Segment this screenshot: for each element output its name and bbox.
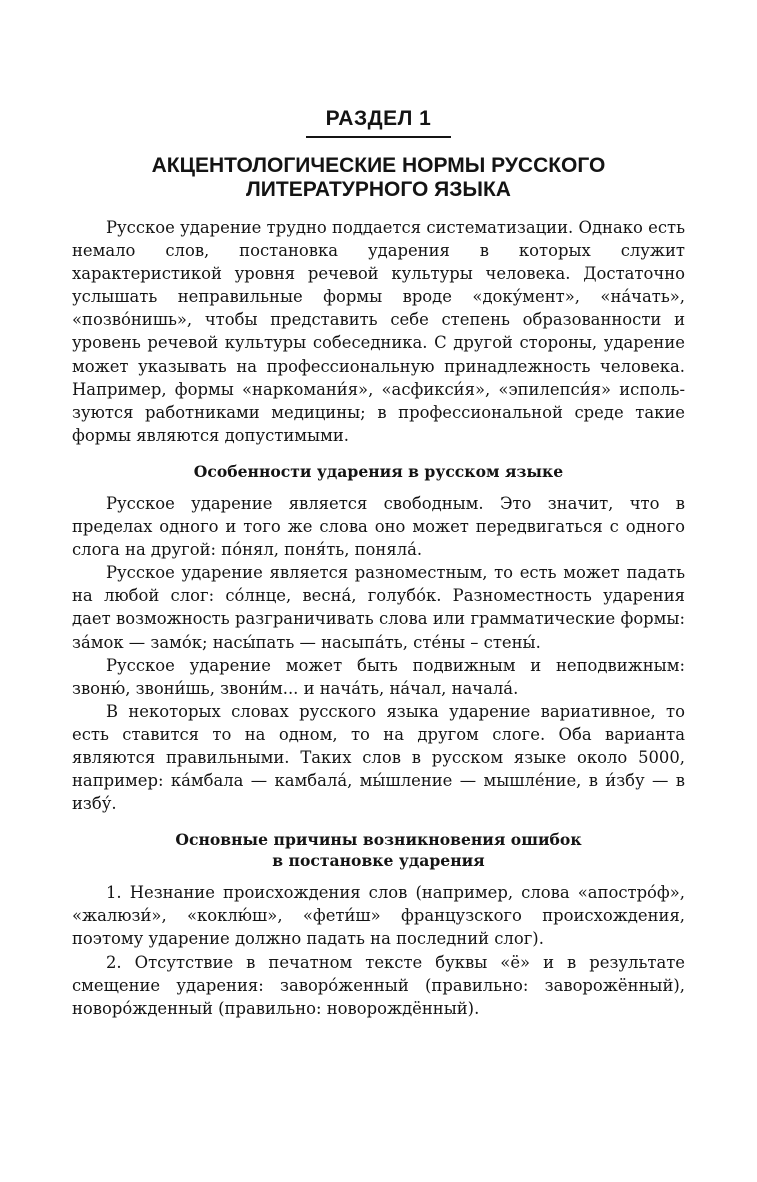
chapter-title	[72, 154, 685, 202]
chapter-title-line-2: ЛИТЕРАТУРНОГО ЯЗЫКА	[246, 178, 511, 201]
features-paragraph-2: Русское ударение является разноместным, то есть может падать на любой слог: со́лнце, весна́, голубо́к. Разноместность ударения дает возможность разграничивать слова или грамматические формы: за́мок — замо́к; насы́пать — насыпа́ть, сте́ны – стены́.	[72, 563, 685, 652]
features-heading: Особенности ударения в русском языке	[193, 461, 564, 481]
intro-paragraph: Русское ударение трудно поддается систематизации. Однако есть немало слов, постановка ударения в которых служит характеристикой уровня речевой культуры человека. Достаточно услышать неправильные формы вроде «доку́мент», «на́чать», «позво́нишь», чтобы представить себе степень образованности и уровень речевой культуры собеседника. С другой стороны, ударение может указывать на профессиональную принадлежность человека. Например, формы «наркомани́я», «асфикси́я», «эпилепси́я» используются работниками медицины; в профессиональной среде такие формы являются допустимыми.	[72, 218, 685, 445]
features-paragraph-3: Русское ударение может быть подвижным и неподвижным: звоню́, звони́шь, звони́м... и нача́ть, на́чал, начала́.	[72, 655, 685, 698]
features-paragraph-1: Русское ударение является свободным. Это значит, что в пределах одного и того же слова оно может передвигаться с одного слога на другой: по́нял, поня́ть, поняла́.	[72, 493, 685, 560]
causes-heading	[72, 829, 685, 871]
causes-paragraph-2: 2. Отсутствие в печатном тексте буквы «ё» и в результате смещение ударения: заворо́женный (правильно: заворожённый), новоро́жденный (правильно: новорождённый).	[72, 952, 685, 1018]
section-header	[72, 104, 685, 138]
page	[72, 104, 685, 1020]
features-paragraph-4: В некоторых словах русского языка ударение вариативное, то есть ставится то на одном, то на другом слоге. Оба варианта являются правильными. Таких слов в русском языке около 5000, например: ка́мбала — камбала́, мы́шление — мышле́ние, в и́збу — в избу́.	[72, 701, 685, 814]
chapter-title-line-1: АКЦЕНТОЛОГИЧЕСКИЕ НОРМЫ РУССКОГО	[151, 154, 606, 177]
causes-heading-line-1: Основные причины возникновения ошибок	[175, 830, 582, 850]
section-label: РАЗДЕЛ 1	[306, 104, 452, 138]
causes-paragraph-1: 1. Незнание происхождения слов (например, слова «апостро́ф», «жалюзи́», «коклю́ш», «фети́ш» французского происхождения, поэтому ударение должно падать на последний слог).	[72, 883, 685, 949]
causes-heading-line-2: в постановке ударения	[272, 851, 485, 871]
